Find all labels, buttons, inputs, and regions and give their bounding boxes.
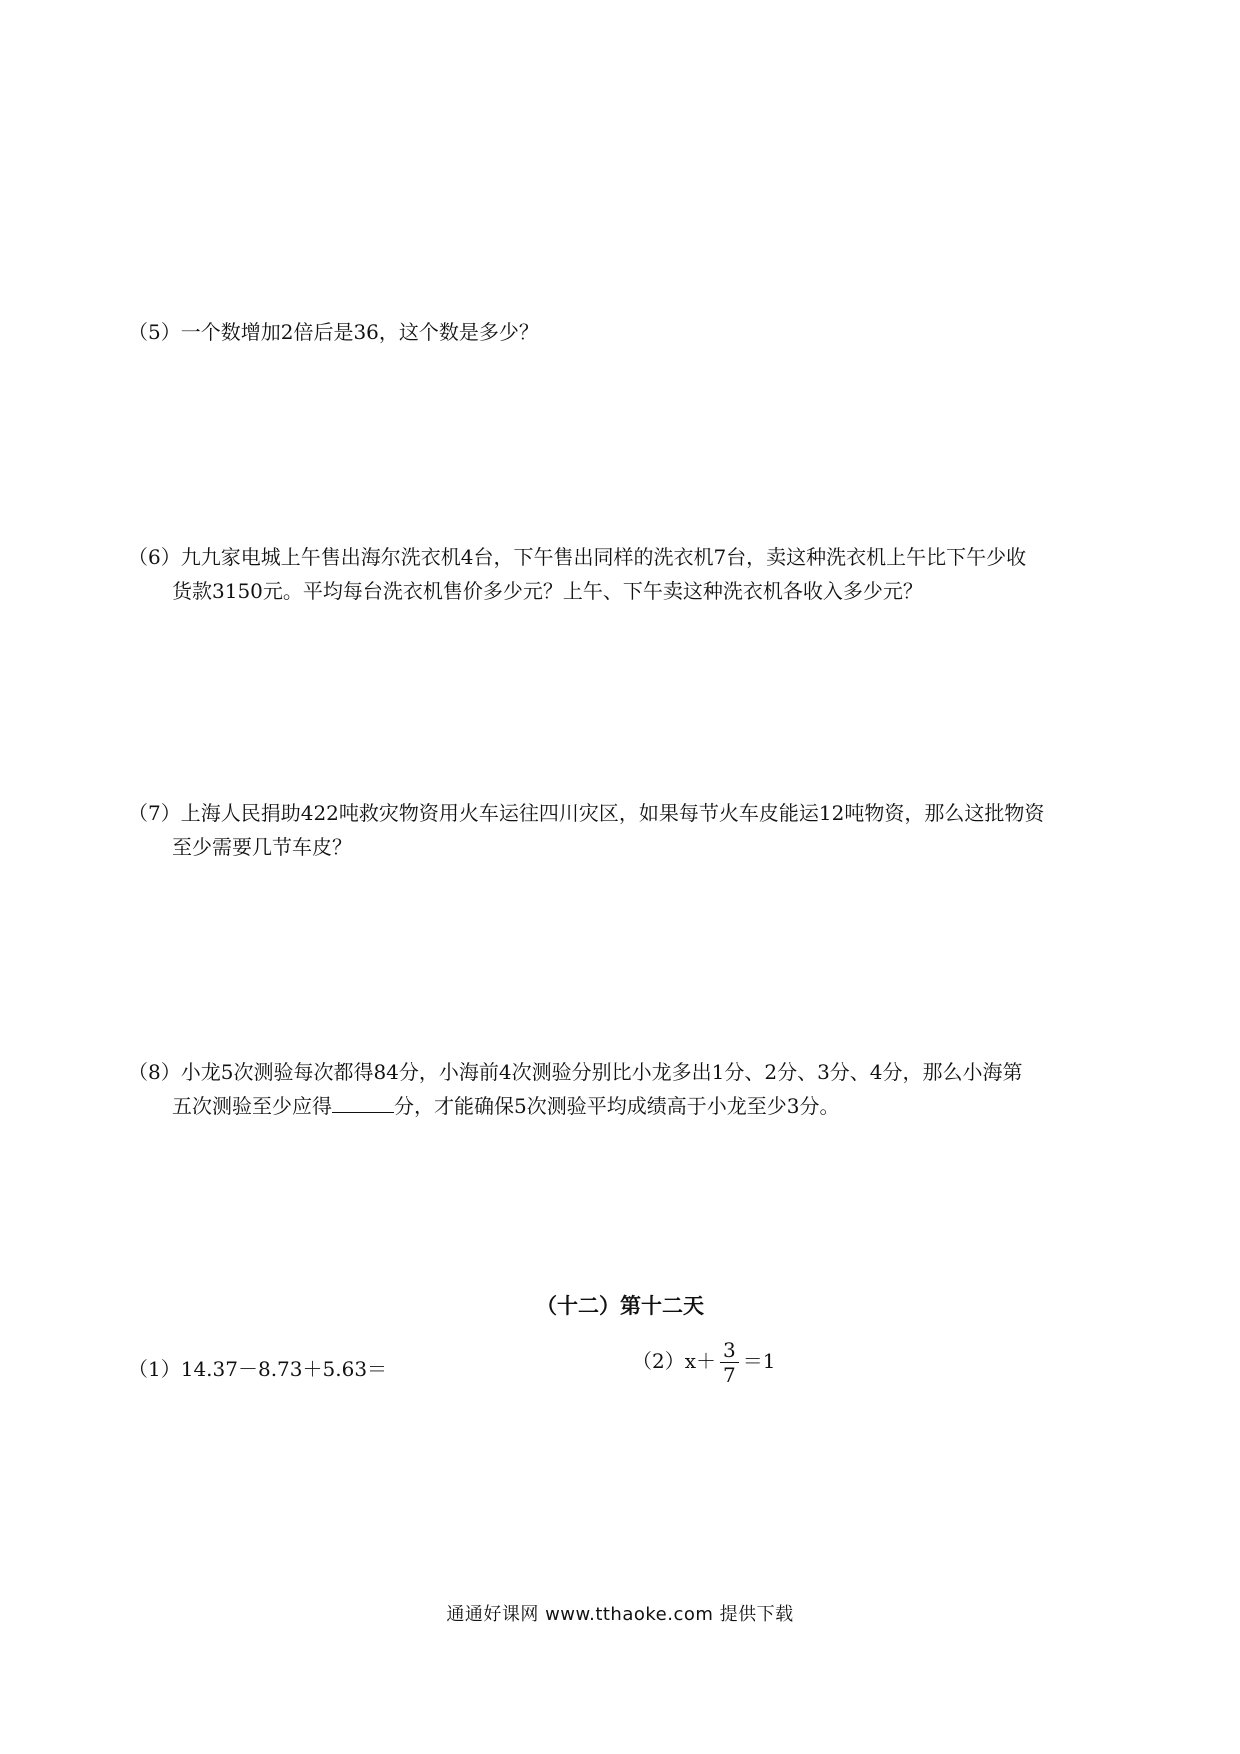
problem-6-line-2: 货款3150元。平均每台洗衣机售价多少元？上午、下午卖这种洗衣机各收入多少元？	[172, 579, 923, 603]
problem-7-line-2: 至少需要几节车皮？	[172, 835, 352, 859]
day12-problem-2-suffix: ＝1	[742, 1349, 776, 1373]
fraction-denominator: 7	[723, 1363, 736, 1387]
fraction-numerator: 3	[720, 1338, 739, 1363]
problem-8-line-2	[128, 1089, 1128, 1123]
footer-text: 通通好课网 www.tthaoke.com 提供下载	[446, 1604, 794, 1625]
problem-8-line-1: （8）小龙5次测验每次都得84分，小海前4次测验分别比小龙多出1分、2分、3分、4分，那么小海第	[128, 1060, 1023, 1084]
answer-blank[interactable]	[332, 1090, 394, 1113]
problem-6	[128, 540, 1128, 608]
day12-problem-2-prefix: （2）x＋	[632, 1349, 717, 1373]
problem-8-line-2-after: 分，才能确保5次测验平均成绩高于小龙至少3分。	[394, 1094, 840, 1118]
day12-problem-1: （1）14.37－8.73＋5.63＝	[128, 1357, 388, 1381]
problem-7	[128, 796, 1128, 864]
day12-problem-2	[632, 1338, 775, 1387]
problem-8-line-2-before: 五次测验至少应得	[172, 1094, 332, 1118]
problem-8	[128, 1055, 1128, 1123]
problem-5	[128, 315, 1128, 349]
fraction	[720, 1338, 739, 1387]
problem-7-line-1: （7）上海人民捐助422吨救灾物资用火车运往四川灾区，如果每节火车皮能运12吨物资，那么这批物资	[128, 801, 1045, 825]
problem-6-line-1: （6）九九家电城上午售出海尔洗衣机4台，下午售出同样的洗衣机7台，卖这种洗衣机上午比下午少收	[128, 545, 1027, 569]
section-title: （十二）第十二天	[536, 1294, 704, 1318]
problem-5-text: （5）一个数增加2倍后是36，这个数是多少？	[128, 320, 539, 344]
